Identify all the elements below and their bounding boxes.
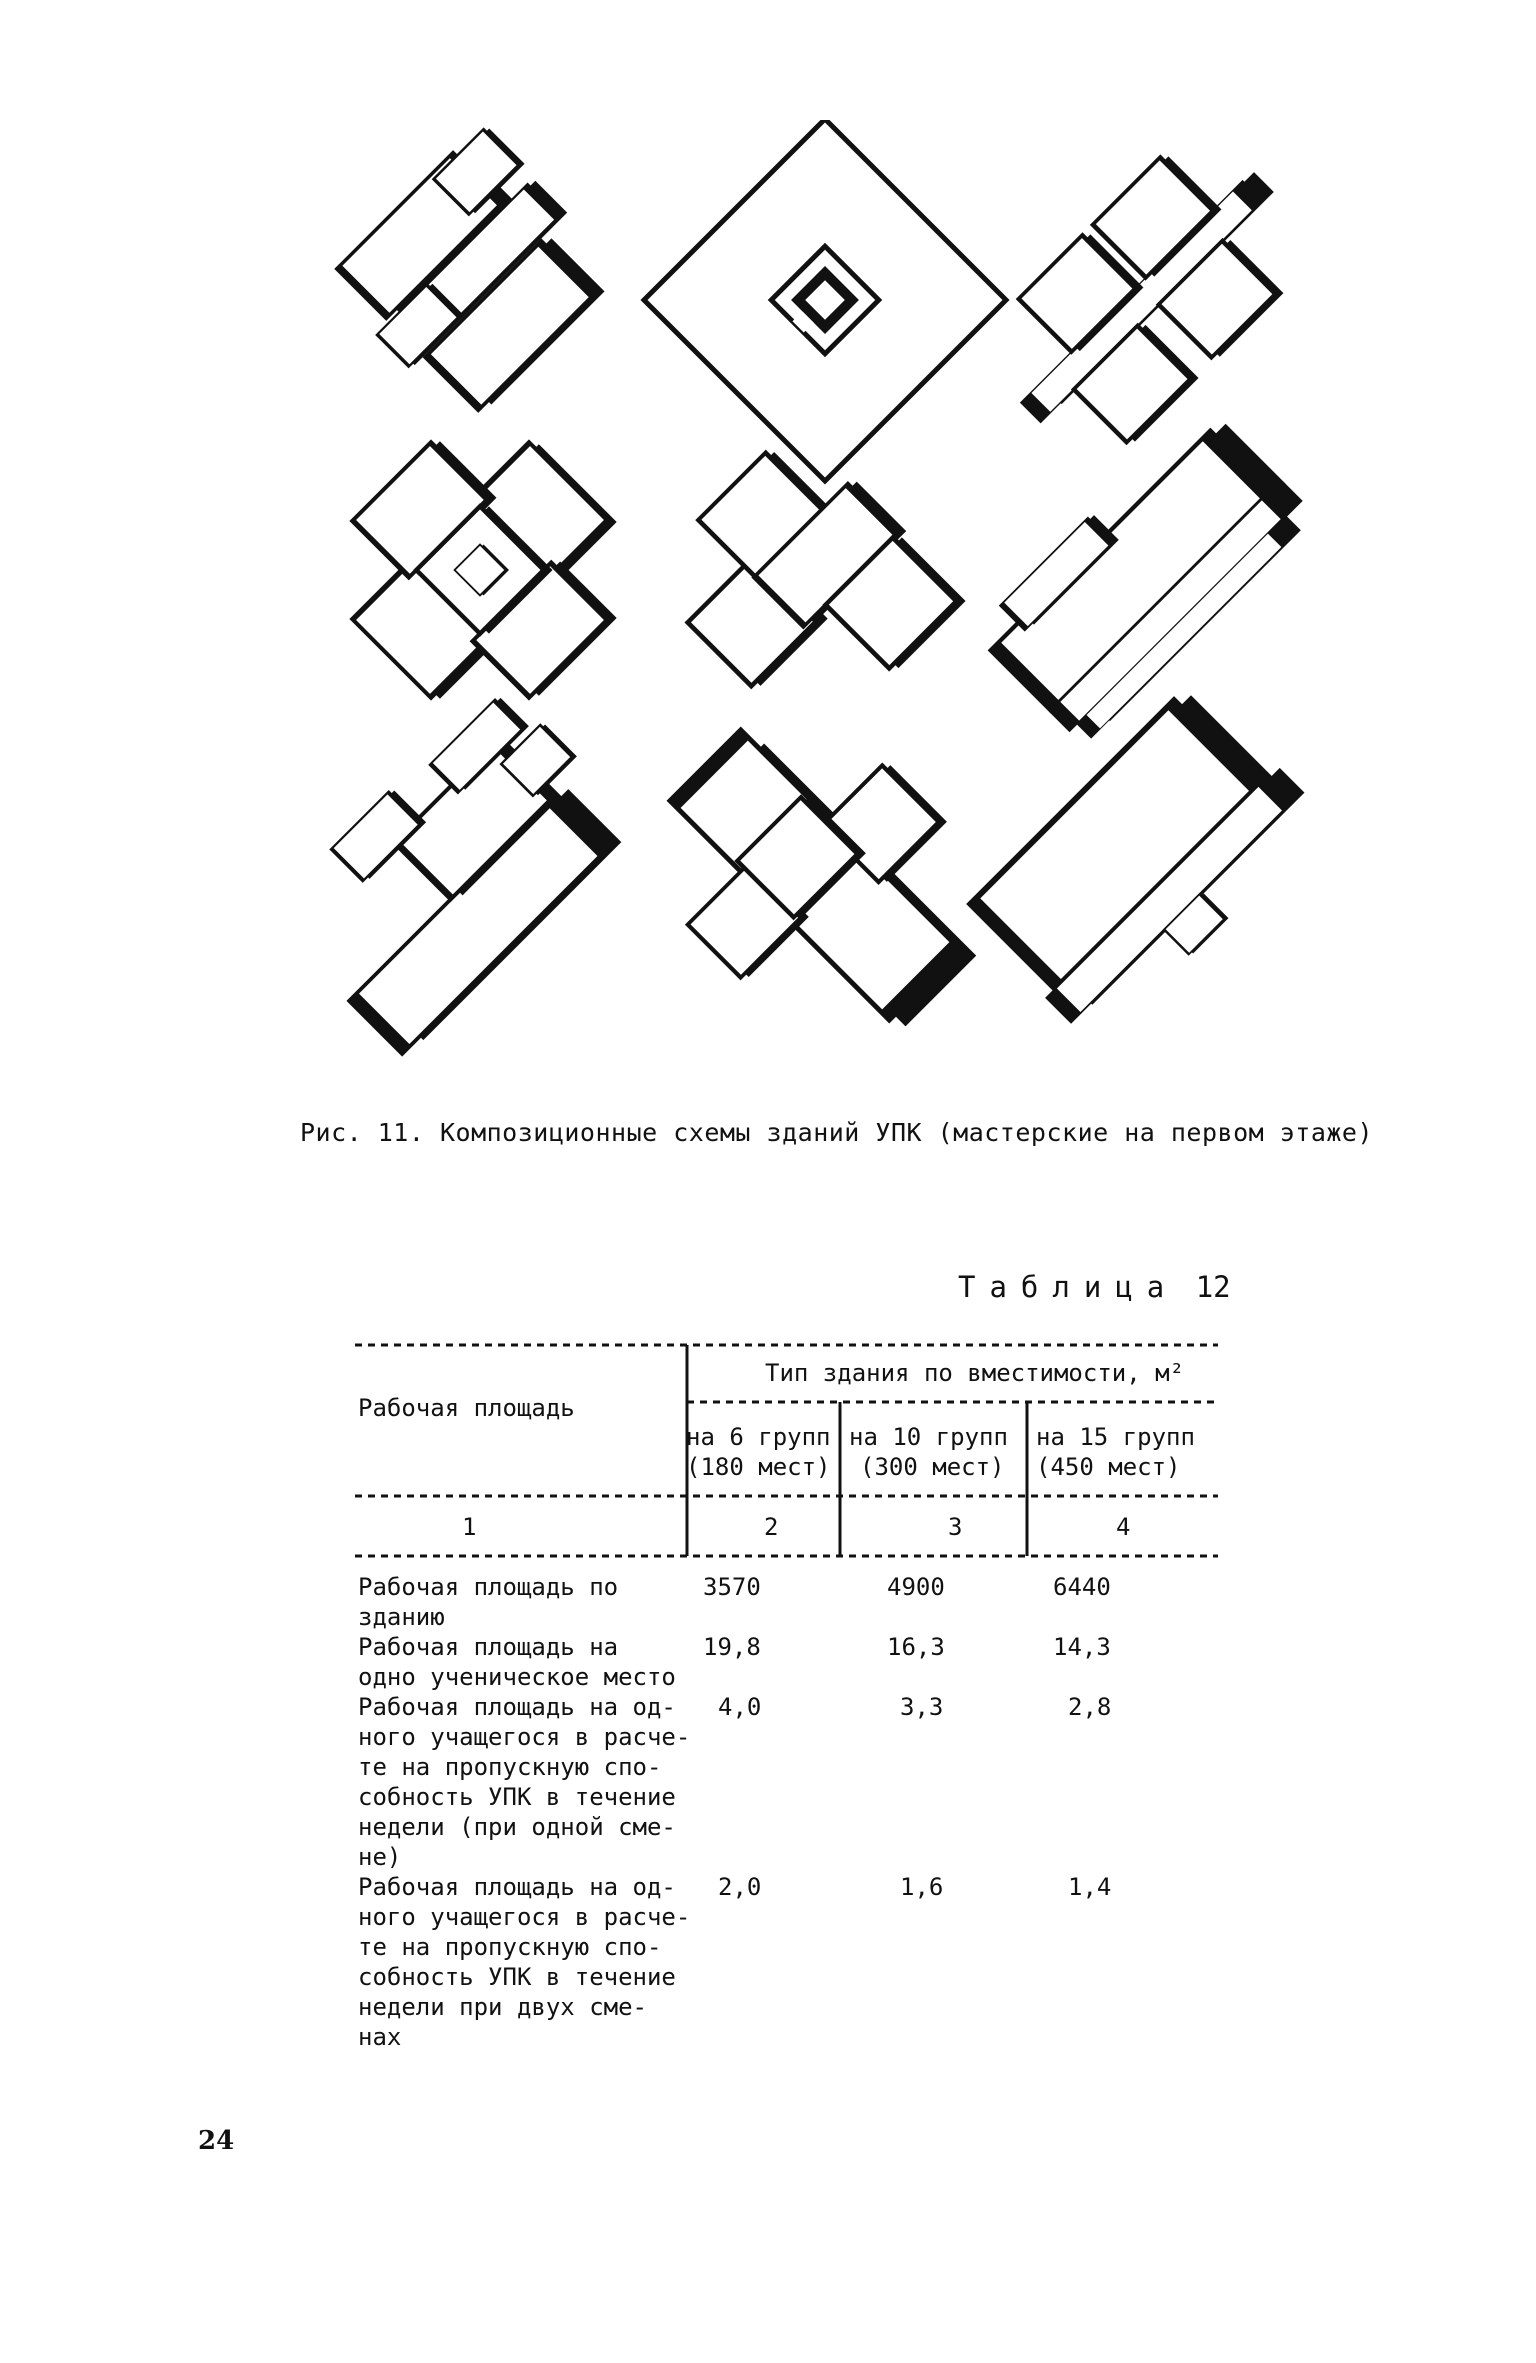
row-2-value-col3: 16,3 xyxy=(887,1633,945,1661)
row-4-label-line: собность УПК в течение xyxy=(358,1963,676,1991)
col-4-header-line1: на 15 групп xyxy=(1036,1423,1195,1451)
row-3-value-col3: 3,3 xyxy=(900,1693,944,1721)
row-3-value-col4: 2,8 xyxy=(1068,1693,1112,1721)
row-1-value-col4: 6440 xyxy=(1053,1573,1111,1601)
row-4-value-col2: 2,0 xyxy=(718,1873,762,1901)
scheme-7 xyxy=(280,680,642,1054)
col-number-1: 1 xyxy=(462,1513,477,1541)
row-4-label-line: Рабочая площадь на од- xyxy=(358,1873,676,1901)
col-number-4: 4 xyxy=(1116,1513,1131,1541)
col-number-2: 2 xyxy=(764,1513,779,1541)
row-3-value-col2: 4,0 xyxy=(718,1693,762,1721)
col-3-header-line2: (300 мест) xyxy=(860,1453,1005,1481)
row-3-label-line: те на пропускную спо- xyxy=(358,1753,662,1781)
scheme-3 xyxy=(973,120,1330,474)
row-4-label-line: те на пропускную спо- xyxy=(358,1933,662,1961)
scheme-4 xyxy=(303,389,664,750)
row-2-label-line: одно ученическое место xyxy=(358,1663,676,1691)
row-2-label-line: Рабочая площадь на xyxy=(358,1633,619,1661)
row-1-label-line: Рабочая площадь по xyxy=(358,1573,619,1601)
col-number-3: 3 xyxy=(948,1513,963,1541)
col-4-header-line2: (450 мест) xyxy=(1036,1453,1181,1481)
table-title xyxy=(958,1270,1231,1304)
scheme-1 xyxy=(324,122,628,426)
table-title-number: 12 xyxy=(1195,1270,1231,1304)
page-number: 24 xyxy=(198,2126,235,2156)
row-4-label-line: нах xyxy=(358,2023,402,2051)
row-2-value-col2: 19,8 xyxy=(703,1633,761,1661)
row-4-label-line: недели при двух сме- xyxy=(358,1993,647,2021)
row-3-label-line: не) xyxy=(358,1843,402,1871)
figure-caption: Рис. 11. Композиционные схемы зданий УПК (мастерские на первом этаже) xyxy=(300,1118,1374,1147)
col-2-header-line2: (180 мест) xyxy=(686,1453,831,1481)
table-header-left: Рабочая площадь xyxy=(358,1394,575,1422)
row-4-value-col4: 1,4 xyxy=(1068,1873,1112,1901)
col-2-header-line1: на 6 групп xyxy=(686,1423,831,1451)
row-1-value-col2: 3570 xyxy=(703,1573,761,1601)
row-3-label-line: ного учащегося в расче- xyxy=(358,1723,691,1751)
row-1-label-line: зданию xyxy=(358,1603,445,1631)
row-2-value-col4: 14,3 xyxy=(1053,1633,1111,1661)
scheme-9 xyxy=(966,681,1329,1044)
row-3-label-line: собность УПК в течение xyxy=(358,1783,676,1811)
building-schemes-figure xyxy=(280,120,1330,1080)
scheme-5 xyxy=(642,422,971,751)
row-1-value-col3: 4900 xyxy=(887,1573,945,1601)
scheme-6 xyxy=(977,402,1317,742)
scheme-8 xyxy=(621,676,1029,1080)
row-4-value-col3: 1,6 xyxy=(900,1873,944,1901)
table-header-group: Тип здания по вместимости, м² xyxy=(765,1359,1185,1387)
row-3-label-line: недели (при одной сме- xyxy=(358,1813,676,1841)
row-3-label-line: Рабочая площадь на од- xyxy=(358,1693,676,1721)
row-4-label-line: ного учащегося в расче- xyxy=(358,1903,691,1931)
table-title-word: Таблица xyxy=(958,1270,1179,1304)
col-3-header-line1: на 10 групп xyxy=(849,1423,1008,1451)
scheme-2 xyxy=(644,120,1006,481)
